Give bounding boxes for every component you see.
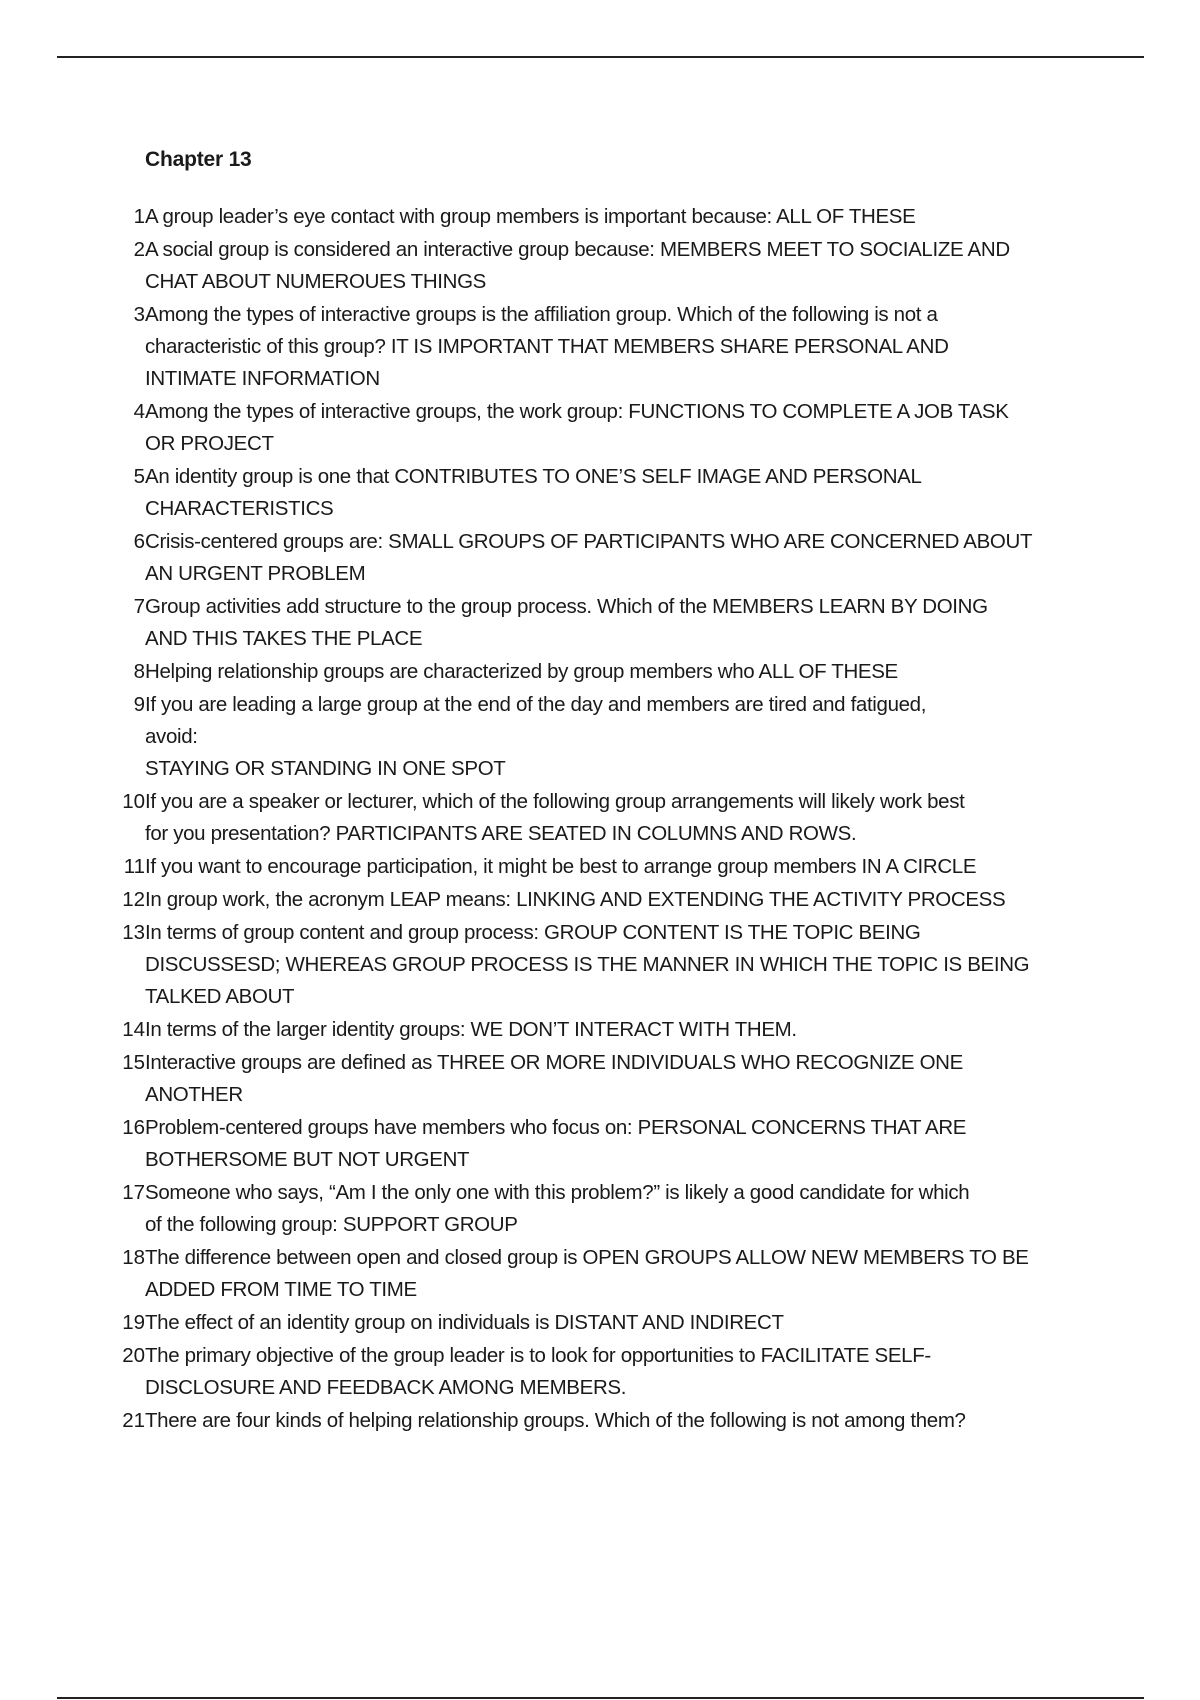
question-list <box>100 201 1100 1438</box>
question-text: In group work, the acronym LEAP means: LINKING AND EXTENDING THE ACTIVITY PROCESS <box>145 888 1006 911</box>
question-number <box>100 1405 145 1437</box>
chapter-title: Chapter 13 <box>145 148 252 171</box>
question-number-label: 19 <box>122 1311 145 1334</box>
question-text: If you are leading a large group at the end of the day and members are tired and fatigued, avoid: STAYING OR STANDING IN ONE SPOT <box>145 693 927 780</box>
question-item <box>100 656 1100 688</box>
question-number <box>100 1047 145 1079</box>
question-text: Helping relationship groups are characterized by group members who ALL OF THESE <box>145 660 898 683</box>
question-number <box>100 1340 145 1372</box>
question-text: Crisis-centered groups are: SMALL GROUPS OF PARTICIPANTS WHO ARE CONCERNED ABOUT AN URGENT PROBLEM <box>145 530 1033 585</box>
question-number <box>100 1242 145 1274</box>
question-number <box>100 201 145 233</box>
question-number-label: 1 <box>133 205 145 228</box>
question-number-label: 20 <box>122 1344 145 1367</box>
question-text: Group activities add structure to the group process. Which of the MEMBERS LEARN BY DOING AND THIS TAKES THE PLACE <box>145 595 988 650</box>
question-item <box>100 201 1100 233</box>
question-text: The difference between open and closed group is OPEN GROUPS ALLOW NEW MEMBERS TO BE ADDED FROM TIME TO TIME <box>145 1246 1029 1301</box>
question-text: In terms of the larger identity groups: WE DON’T INTERACT WITH THEM. <box>145 1018 797 1041</box>
question-number <box>100 917 145 949</box>
question-number-label: 5 <box>133 465 145 488</box>
question-number-label: 8 <box>133 660 145 683</box>
question-number-label: 13 <box>122 921 145 944</box>
question-number-label: 16 <box>122 1116 145 1139</box>
question-number-label: 15 <box>122 1051 145 1074</box>
question-number <box>100 526 145 558</box>
question-text: A social group is considered an interactive group because: MEMBERS MEET TO SOCIALIZE AND CHAT ABOUT NUMEROUES THINGS <box>145 238 1010 293</box>
question-text: Among the types of interactive groups is the affiliation group. Which of the following is not a characteristic of this group? IT IS IMPORTANT THAT MEMBERS SHARE PERSONAL AND INTIMATE INFORMATION <box>145 303 949 390</box>
question-item <box>100 689 1100 785</box>
question-text: There are four kinds of helping relationship groups. Which of the following is not among them? <box>145 1409 966 1432</box>
question-item <box>100 461 1100 525</box>
question-text: If you are a speaker or lecturer, which of the following group arrangements will likely work best for you presentation? PARTICIPANTS ARE SEATED IN COLUMNS AND ROWS. <box>145 790 965 845</box>
question-item <box>100 1242 1100 1306</box>
question-item <box>100 786 1100 850</box>
bottom-rule <box>57 1697 1144 1699</box>
question-number <box>100 461 145 493</box>
question-number-label: 17 <box>122 1181 145 1204</box>
question-number-label: 6 <box>133 530 145 553</box>
question-number-label: 9 <box>133 693 145 716</box>
question-number <box>100 591 145 623</box>
question-number <box>100 299 145 331</box>
question-item <box>100 1112 1100 1176</box>
question-number-label: 4 <box>133 400 145 423</box>
question-number <box>100 851 145 883</box>
question-number <box>100 1014 145 1046</box>
question-number-label: 11 <box>123 855 145 878</box>
question-item <box>100 1340 1100 1404</box>
question-item <box>100 1405 1100 1437</box>
question-item <box>100 1047 1100 1111</box>
question-text: An identity group is one that CONTRIBUTES TO ONE’S SELF IMAGE AND PERSONAL CHARACTERISTICS <box>145 465 922 520</box>
question-number-label: 3 <box>133 303 145 326</box>
question-item <box>100 917 1100 1013</box>
question-text: Problem-centered groups have members who focus on: PERSONAL CONCERNS THAT ARE BOTHERSOME BUT NOT URGENT <box>145 1116 967 1171</box>
question-item <box>100 1177 1100 1241</box>
question-number <box>100 786 145 818</box>
question-number-label: 21 <box>122 1409 145 1432</box>
question-number <box>100 689 145 721</box>
question-number <box>100 1177 145 1209</box>
question-text: The effect of an identity group on individuals is DISTANT AND INDIRECT <box>145 1311 784 1334</box>
question-number <box>100 1112 145 1144</box>
question-text: Someone who says, “Am I the only one with this problem?” is likely a good candidate for which of the following group: SUPPORT GROUP <box>145 1181 970 1236</box>
question-number <box>100 396 145 428</box>
question-item <box>100 884 1100 916</box>
question-item <box>100 299 1100 395</box>
question-number-label: 14 <box>122 1018 145 1041</box>
top-rule <box>57 56 1144 58</box>
question-item <box>100 591 1100 655</box>
question-number <box>100 884 145 916</box>
question-number-label: 18 <box>122 1246 145 1269</box>
question-text: Interactive groups are defined as THREE OR MORE INDIVIDUALS WHO RECOGNIZE ONE ANOTHER <box>145 1051 963 1106</box>
question-text: If you want to encourage participation, it might be best to arrange group members IN A CIRCLE <box>145 855 977 878</box>
question-number-label: 10 <box>122 790 145 813</box>
question-text: A group leader’s eye contact with group members is important because: ALL OF THESE <box>145 205 916 228</box>
question-text: In terms of group content and group process: GROUP CONTENT IS THE TOPIC BEING DISCUSSESD; WHEREAS GROUP PROCESS IS THE MANNER IN WHICH THE TOPIC IS BEING TALKED ABOUT <box>145 921 1030 1008</box>
question-number-label: 7 <box>133 595 145 618</box>
question-number <box>100 656 145 688</box>
question-item <box>100 1014 1100 1046</box>
question-number <box>100 1307 145 1339</box>
question-number <box>100 234 145 266</box>
question-number-label: 12 <box>122 888 145 911</box>
question-text: Among the types of interactive groups, the work group: FUNCTIONS TO COMPLETE A JOB TASK OR PROJECT <box>145 400 1009 455</box>
question-item <box>100 234 1100 298</box>
question-text: The primary objective of the group leader is to look for opportunities to FACILITATE SELF- DISCLOSURE AND FEEDBACK AMONG MEMBERS. <box>145 1344 931 1399</box>
question-item <box>100 396 1100 460</box>
question-item <box>100 1307 1100 1339</box>
question-number-label: 2 <box>133 238 145 261</box>
question-item <box>100 851 1100 883</box>
question-item <box>100 526 1100 590</box>
